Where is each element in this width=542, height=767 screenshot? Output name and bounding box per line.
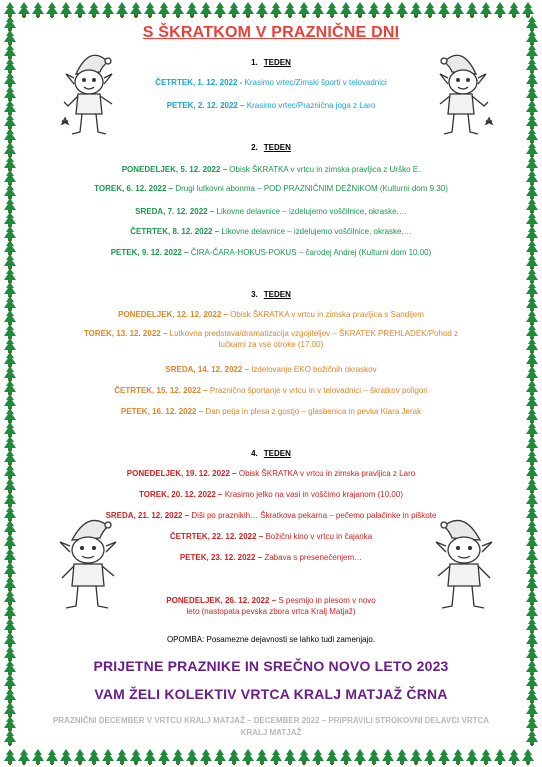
week-2-heading: 2. TEDEN: [251, 143, 291, 152]
event-w4-2: TOREK, 20. 12. 2022 – Krasimo jelko na vasi in voščimo krajanom (10.00): [139, 490, 403, 499]
note-text: OPOMBA: Posamezne dejavnosti se lahko tudi zamenjajo.: [166, 635, 376, 644]
event-w4-1: PONEDELJEK, 19. 12. 2022 – Obisk ŠKRATKA v vrtcu in zimska pravljica z Laro: [126, 469, 416, 478]
event-w2-2: TOREK, 6. 12. 2022 – Drugi lutkovni abonma – POD PRAZNIČNIM DEŽNIKOM (Kulturni dom 9.30): [94, 184, 448, 193]
event-w2-4: ČETRTEK, 8. 12. 2022 – Likovne delavnice – izdelujemo voščilnice, okraske,…: [130, 227, 412, 236]
elf-icon: [426, 44, 496, 144]
event-w3-3: SREDA, 14. 12. 2022 – Izdelovanje EKO božičnih okraskov: [165, 365, 377, 374]
event-w3-5: PETEK, 16. 12. 2022 – Dan petja in plesa z gostjo – glasbenica in pevka Klara Jerak: [120, 407, 422, 416]
week-4-heading: 4. TEDEN: [251, 449, 291, 458]
event-w1-1: ČETRTEK, 1. 12. 2022 - Krasimo vrtec/Zimski športi v telovadnici: [155, 78, 387, 87]
document-page: [22, 20, 520, 748]
event-w2-3: SREDA, 7. 12. 2022 – Likovne delavnice – izdelujemo voščilnice, okraske,…: [135, 207, 407, 216]
elf-icon: [56, 44, 126, 144]
week-3-heading: 3. TEDEN: [251, 290, 291, 299]
elf-icon: [422, 508, 502, 618]
greeting-line-1: PRIJETNE PRAZNIKE IN SREČNO NOVO LETO 2023: [93, 658, 449, 674]
week-1-heading: 1. TEDEN: [251, 58, 291, 67]
event-w3-4: ČETRTEK, 15. 12. 2022 – Praznično športanje v vrtcu in v telovadnici – škratkov poligon: [114, 386, 428, 395]
event-w4-4: ČETRTEK, 22. 12. 2022 – Božični kino v vrtcu in čajanka: [169, 532, 373, 541]
event-w3-2: TOREK, 13. 12. 2022 – Lutkovna predstava/dramatizacija vzgojiteljev – ŠKRATEK PREHLADEK/Pohod z lučkami za vse otroke (17.00): [83, 329, 459, 349]
event-w2-1: PONEDELJEK, 5. 12. 2022 – Obisk ŠKRATKA v vrtcu in zimska pravljica z Urško E.: [121, 165, 421, 174]
footer-text: PRAZNIČNI DECEMBER V VRTCU KRALJ MATJAŽ – DECEMBER 2022 – PRIPRAVILI STROKOVNI DELAVCI VRTCA KRALJ MATJAŽ: [52, 716, 490, 737]
event-w1-2: PETEK, 2. 12. 2022 – Krasimo vrtec/Praznična joga z Laro: [166, 101, 376, 110]
event-w4-3: SREDA, 21. 12. 2022 – Diši po praznikih… Škratkova pekarna – pečemo palačinke in piškote: [105, 511, 437, 520]
event-w4-5: PETEK, 23. 12. 2022 – Zabava s presenečenjem…: [179, 553, 363, 562]
greeting-line-2: VAM ŽELI KOLEKTIV VRTCA KRALJ MATJAŽ ČRNA: [94, 686, 448, 702]
elf-icon: [50, 508, 130, 618]
event-w3-1: PONEDELJEK, 12. 12. 2022 – Obisk ŠKRATKA v vrtcu in zimska pravljica s Sandijem: [118, 310, 424, 319]
page-title: S ŠKRATKOM V PRAZNIČNE DNI: [142, 24, 400, 41]
event-w2-5: PETEK, 9. 12. 2022 – ČIRA-ČARA-HOKUS-POKUS – čarodej Andrej (Kulturni dom 10.00): [110, 248, 432, 257]
event-w4-6: PONEDELJEK, 26. 12. 2022 – S pesmijo in plesom v novo leto (nastopata pevska zbora vrtca Kralj Matjaž): [166, 596, 376, 616]
